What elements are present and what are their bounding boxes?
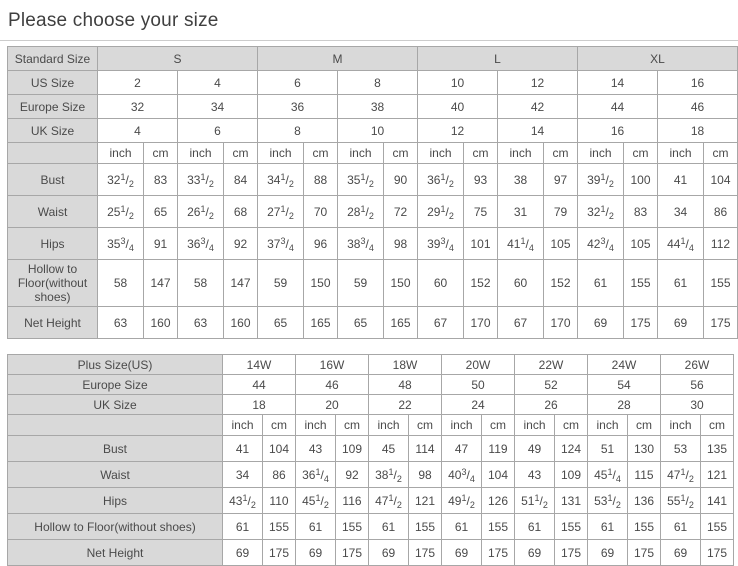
measurement-cell: 79 (544, 196, 578, 228)
size-value-cell: 4 (178, 71, 258, 95)
size-value-cell: 22 (369, 395, 442, 415)
measurement-cell: 84 (224, 164, 258, 196)
measurement-cell: $38^1/_2$ (369, 462, 409, 488)
measurement-cell: 165 (304, 307, 338, 339)
measurement-cell: $55^1/_2$ (661, 488, 701, 514)
measurement-cell: 175 (263, 540, 296, 566)
size-value-cell: 16 (578, 119, 658, 143)
measurement-cell: 105 (544, 228, 578, 260)
size-value-cell: 56 (661, 375, 734, 395)
measurement-cell: 70 (304, 196, 338, 228)
measurement-cell: $33^1/_2$ (178, 164, 224, 196)
measurement-cell: 155 (555, 514, 588, 540)
measurement-cell: 126 (482, 488, 515, 514)
row-label-cell: Net Height (8, 540, 223, 566)
measurement-cell: 61 (588, 514, 628, 540)
size-value-cell: 14W (223, 355, 296, 375)
table-row (8, 395, 734, 415)
row-label-cell: Net Height (8, 307, 98, 339)
unit-cell: cm (336, 415, 369, 436)
size-value-cell: 38 (338, 95, 418, 119)
table-row (8, 375, 734, 395)
size-value-cell: 12 (418, 119, 498, 143)
size-value-cell: 18W (369, 355, 442, 375)
measurement-cell: 53 (661, 436, 701, 462)
table-row (8, 514, 734, 540)
size-value-cell: 20 (296, 395, 369, 415)
unit-cell: cm (144, 143, 178, 164)
measurement-cell: $35^1/_2$ (338, 164, 384, 196)
size-value-cell: 16W (296, 355, 369, 375)
table-row (8, 260, 738, 307)
unit-cell: inch (418, 143, 464, 164)
size-value-cell: 46 (658, 95, 738, 119)
measurement-cell: 98 (384, 228, 418, 260)
unit-cell: cm (544, 143, 578, 164)
table-row (8, 540, 734, 566)
row-label-cell: UK Size (8, 395, 223, 415)
measurement-cell: 136 (628, 488, 661, 514)
measurement-cell: 60 (418, 260, 464, 307)
measurement-cell: 68 (224, 196, 258, 228)
measurement-cell: 175 (624, 307, 658, 339)
measurement-cell: 160 (224, 307, 258, 339)
size-value-cell: 6 (178, 119, 258, 143)
measurement-cell: 34 (658, 196, 704, 228)
table-row (8, 164, 738, 196)
measurement-cell: $36^1/_2$ (418, 164, 464, 196)
row-label-cell (8, 143, 98, 164)
size-value-cell: M (258, 47, 418, 71)
size-value-cell: 14 (498, 119, 578, 143)
unit-cell: inch (369, 415, 409, 436)
measurement-cell: $42^3/_4$ (578, 228, 624, 260)
size-value-cell: 2 (98, 71, 178, 95)
unit-cell: cm (263, 415, 296, 436)
measurement-cell: 72 (384, 196, 418, 228)
measurement-cell: 175 (336, 540, 369, 566)
measurement-cell: 104 (704, 164, 738, 196)
size-value-cell: 12 (498, 71, 578, 95)
unit-cell: cm (384, 143, 418, 164)
row-label-cell: Standard Size (8, 47, 98, 71)
unit-cell: cm (628, 415, 661, 436)
measurement-cell: 155 (704, 260, 738, 307)
measurement-cell: 65 (144, 196, 178, 228)
measurement-cell: 75 (464, 196, 498, 228)
measurement-cell: 135 (701, 436, 734, 462)
unit-cell: inch (338, 143, 384, 164)
measurement-cell: 43 (515, 462, 555, 488)
measurement-cell: $44^1/_4$ (658, 228, 704, 260)
unit-cell: inch (442, 415, 482, 436)
measurement-cell: 104 (482, 462, 515, 488)
measurement-cell: $28^1/_2$ (338, 196, 384, 228)
table-row (8, 228, 738, 260)
measurement-cell: 67 (498, 307, 544, 339)
measurement-cell: 58 (98, 260, 144, 307)
measurement-cell: 155 (482, 514, 515, 540)
unit-cell: inch (658, 143, 704, 164)
measurement-cell: 45 (369, 436, 409, 462)
measurement-cell: 114 (409, 436, 442, 462)
measurement-cell: 141 (701, 488, 734, 514)
size-value-cell: 30 (661, 395, 734, 415)
measurement-cell: 69 (442, 540, 482, 566)
size-value-cell: 24 (442, 395, 515, 415)
measurement-cell: 175 (555, 540, 588, 566)
row-label-cell: Waist (8, 462, 223, 488)
measurement-cell: 41 (658, 164, 704, 196)
table-row (8, 436, 734, 462)
row-label-cell: Hollow to Floor(without shoes) (8, 260, 98, 307)
measurement-cell: 119 (482, 436, 515, 462)
measurement-cell: 175 (701, 540, 734, 566)
size-value-cell: 32 (98, 95, 178, 119)
measurement-cell: $36^3/_4$ (178, 228, 224, 260)
measurement-cell: 63 (98, 307, 144, 339)
measurement-cell: 69 (588, 540, 628, 566)
measurement-cell: 61 (296, 514, 336, 540)
measurement-cell: 61 (223, 514, 263, 540)
measurement-cell: 63 (178, 307, 224, 339)
size-value-cell: 52 (515, 375, 588, 395)
unit-cell: inch (258, 143, 304, 164)
measurement-cell: 155 (336, 514, 369, 540)
measurement-cell: $32^1/_2$ (98, 164, 144, 196)
row-label-cell: Bust (8, 164, 98, 196)
measurement-cell: 130 (628, 436, 661, 462)
table-row (8, 95, 738, 119)
measurement-cell: 131 (555, 488, 588, 514)
row-label-cell: Europe Size (8, 95, 98, 119)
row-label-cell: Hips (8, 228, 98, 260)
size-value-cell: 18 (223, 395, 296, 415)
size-value-cell: 8 (258, 119, 338, 143)
unit-cell: cm (409, 415, 442, 436)
measurement-cell: 86 (263, 462, 296, 488)
size-value-cell: 36 (258, 95, 338, 119)
measurement-cell: 160 (144, 307, 178, 339)
unit-cell: cm (224, 143, 258, 164)
measurement-cell: $45^1/_4$ (588, 462, 628, 488)
measurement-cell: 175 (482, 540, 515, 566)
measurement-cell: 100 (624, 164, 658, 196)
measurement-cell: 155 (701, 514, 734, 540)
measurement-cell: $40^3/_4$ (442, 462, 482, 488)
measurement-cell: $39^1/_2$ (578, 164, 624, 196)
measurement-cell: 69 (661, 540, 701, 566)
measurement-cell: 98 (409, 462, 442, 488)
measurement-cell: 34 (223, 462, 263, 488)
measurement-cell: 61 (515, 514, 555, 540)
measurement-cell: $35^3/_4$ (98, 228, 144, 260)
measurement-cell: 92 (336, 462, 369, 488)
table-row (8, 462, 734, 488)
measurement-cell: $47^1/_2$ (369, 488, 409, 514)
measurement-cell: 170 (464, 307, 498, 339)
unit-cell: inch (178, 143, 224, 164)
size-value-cell: 24W (588, 355, 661, 375)
size-value-cell: 44 (223, 375, 296, 395)
measurement-cell: 175 (628, 540, 661, 566)
measurement-cell: 105 (624, 228, 658, 260)
measurement-cell: 69 (515, 540, 555, 566)
measurement-cell: 60 (498, 260, 544, 307)
measurement-cell: 104 (263, 436, 296, 462)
measurement-cell: 121 (701, 462, 734, 488)
measurement-cell: 109 (336, 436, 369, 462)
measurement-cell: 61 (442, 514, 482, 540)
measurement-cell: $36^1/_4$ (296, 462, 336, 488)
measurement-cell: 155 (624, 260, 658, 307)
size-value-cell: 28 (588, 395, 661, 415)
measurement-cell: 155 (628, 514, 661, 540)
measurement-cell: 69 (369, 540, 409, 566)
measurement-cell: 67 (418, 307, 464, 339)
unit-cell: inch (296, 415, 336, 436)
measurement-cell: $53^1/_2$ (588, 488, 628, 514)
measurement-cell: 116 (336, 488, 369, 514)
measurement-cell: $39^3/_4$ (418, 228, 464, 260)
measurement-cell: 112 (704, 228, 738, 260)
size-value-cell: 44 (578, 95, 658, 119)
size-value-cell: 42 (498, 95, 578, 119)
measurement-cell: $32^1/_2$ (578, 196, 624, 228)
measurement-cell: 115 (628, 462, 661, 488)
unit-cell: inch (515, 415, 555, 436)
measurement-cell: 150 (304, 260, 338, 307)
measurement-cell: $51^1/_2$ (515, 488, 555, 514)
measurement-cell: 155 (409, 514, 442, 540)
measurement-cell: $25^1/_2$ (98, 196, 144, 228)
measurement-cell: 147 (224, 260, 258, 307)
measurement-cell: 69 (578, 307, 624, 339)
measurement-cell: $34^1/_2$ (258, 164, 304, 196)
unit-cell: cm (555, 415, 588, 436)
measurement-cell: 59 (258, 260, 304, 307)
row-label-cell: Plus Size(US) (8, 355, 223, 375)
size-value-cell: 26 (515, 395, 588, 415)
measurement-cell: $26^1/_2$ (178, 196, 224, 228)
table-row (8, 355, 734, 375)
size-value-cell: 16 (658, 71, 738, 95)
measurement-cell: $38^3/_4$ (338, 228, 384, 260)
measurement-cell: $29^1/_2$ (418, 196, 464, 228)
measurement-cell: 121 (409, 488, 442, 514)
table-gap (0, 339, 738, 354)
measurement-cell: 69 (223, 540, 263, 566)
measurement-cell: 152 (544, 260, 578, 307)
measurement-cell: 61 (369, 514, 409, 540)
size-value-cell: 18 (658, 119, 738, 143)
table-row (8, 307, 738, 339)
size-value-cell: 10 (418, 71, 498, 95)
size-value-cell: 6 (258, 71, 338, 95)
unit-cell: inch (223, 415, 263, 436)
measurement-cell: 91 (144, 228, 178, 260)
measurement-cell: 86 (704, 196, 738, 228)
unit-cell: inch (661, 415, 701, 436)
measurement-cell: 124 (555, 436, 588, 462)
unit-cell: inch (578, 143, 624, 164)
measurement-cell: 110 (263, 488, 296, 514)
size-value-cell: 46 (296, 375, 369, 395)
size-value-cell: S (98, 47, 258, 71)
standard-size-table (7, 46, 738, 339)
size-value-cell: 54 (588, 375, 661, 395)
measurement-cell: 165 (384, 307, 418, 339)
measurement-cell: 61 (658, 260, 704, 307)
size-value-cell: 8 (338, 71, 418, 95)
measurement-cell: 69 (296, 540, 336, 566)
row-label-cell (8, 415, 223, 436)
unit-cell: inch (498, 143, 544, 164)
row-label-cell: Waist (8, 196, 98, 228)
unit-cell: cm (464, 143, 498, 164)
table-row (8, 47, 738, 71)
size-value-cell: 48 (369, 375, 442, 395)
measurement-cell: 92 (224, 228, 258, 260)
unit-cell: cm (482, 415, 515, 436)
row-label-cell: Europe Size (8, 375, 223, 395)
measurement-cell: 93 (464, 164, 498, 196)
unit-cell: inch (98, 143, 144, 164)
measurement-cell: $27^1/_2$ (258, 196, 304, 228)
measurement-cell: 51 (588, 436, 628, 462)
table-row (8, 71, 738, 95)
measurement-cell: 58 (178, 260, 224, 307)
size-value-cell: 22W (515, 355, 588, 375)
unit-cell: cm (701, 415, 734, 436)
measurement-cell: $47^1/_2$ (661, 462, 701, 488)
row-label-cell: Hollow to Floor(without shoes) (8, 514, 223, 540)
measurement-cell: $41^1/_4$ (498, 228, 544, 260)
unit-cell: cm (304, 143, 338, 164)
measurement-cell: $45^1/_2$ (296, 488, 336, 514)
row-label-cell: UK Size (8, 119, 98, 143)
unit-cell: inch (588, 415, 628, 436)
measurement-cell: 109 (555, 462, 588, 488)
measurement-cell: 65 (258, 307, 304, 339)
page-title: Please choose your size (8, 10, 219, 31)
measurement-cell: 65 (338, 307, 384, 339)
measurement-cell: 38 (498, 164, 544, 196)
measurement-cell: 47 (442, 436, 482, 462)
measurement-cell: 147 (144, 260, 178, 307)
table-row (8, 196, 738, 228)
row-label-cell: US Size (8, 71, 98, 95)
size-value-cell: 10 (338, 119, 418, 143)
measurement-cell: 69 (658, 307, 704, 339)
measurement-cell: 152 (464, 260, 498, 307)
measurement-cell: 83 (144, 164, 178, 196)
title-divider (0, 40, 738, 41)
unit-cell: cm (624, 143, 658, 164)
size-value-cell: 26W (661, 355, 734, 375)
measurement-cell: 97 (544, 164, 578, 196)
measurement-cell: 170 (544, 307, 578, 339)
measurement-cell: 88 (304, 164, 338, 196)
size-value-cell: 40 (418, 95, 498, 119)
measurement-cell: 150 (384, 260, 418, 307)
measurement-cell: $37^3/_4$ (258, 228, 304, 260)
size-value-cell: L (418, 47, 578, 71)
row-label-cell: Hips (8, 488, 223, 514)
measurement-cell: 175 (704, 307, 738, 339)
table-row (8, 143, 738, 164)
table-row (8, 488, 734, 514)
measurement-cell: 83 (624, 196, 658, 228)
size-value-cell: 14 (578, 71, 658, 95)
size-value-cell: XL (578, 47, 738, 71)
measurement-cell: $43^1/_2$ (223, 488, 263, 514)
measurement-cell: 96 (304, 228, 338, 260)
measurement-cell: 61 (578, 260, 624, 307)
size-value-cell: 50 (442, 375, 515, 395)
measurement-cell: 175 (409, 540, 442, 566)
size-value-cell: 4 (98, 119, 178, 143)
measurement-cell: 59 (338, 260, 384, 307)
measurement-cell: $49^1/_2$ (442, 488, 482, 514)
table-row (8, 119, 738, 143)
size-value-cell: 34 (178, 95, 258, 119)
measurement-cell: 90 (384, 164, 418, 196)
size-value-cell: 20W (442, 355, 515, 375)
table-row (8, 415, 734, 436)
plus-size-table (7, 354, 734, 566)
row-label-cell: Bust (8, 436, 223, 462)
measurement-cell: 61 (661, 514, 701, 540)
measurement-cell: 31 (498, 196, 544, 228)
measurement-cell: 155 (263, 514, 296, 540)
unit-cell: cm (704, 143, 738, 164)
measurement-cell: 101 (464, 228, 498, 260)
measurement-cell: 41 (223, 436, 263, 462)
measurement-cell: 49 (515, 436, 555, 462)
measurement-cell: 43 (296, 436, 336, 462)
